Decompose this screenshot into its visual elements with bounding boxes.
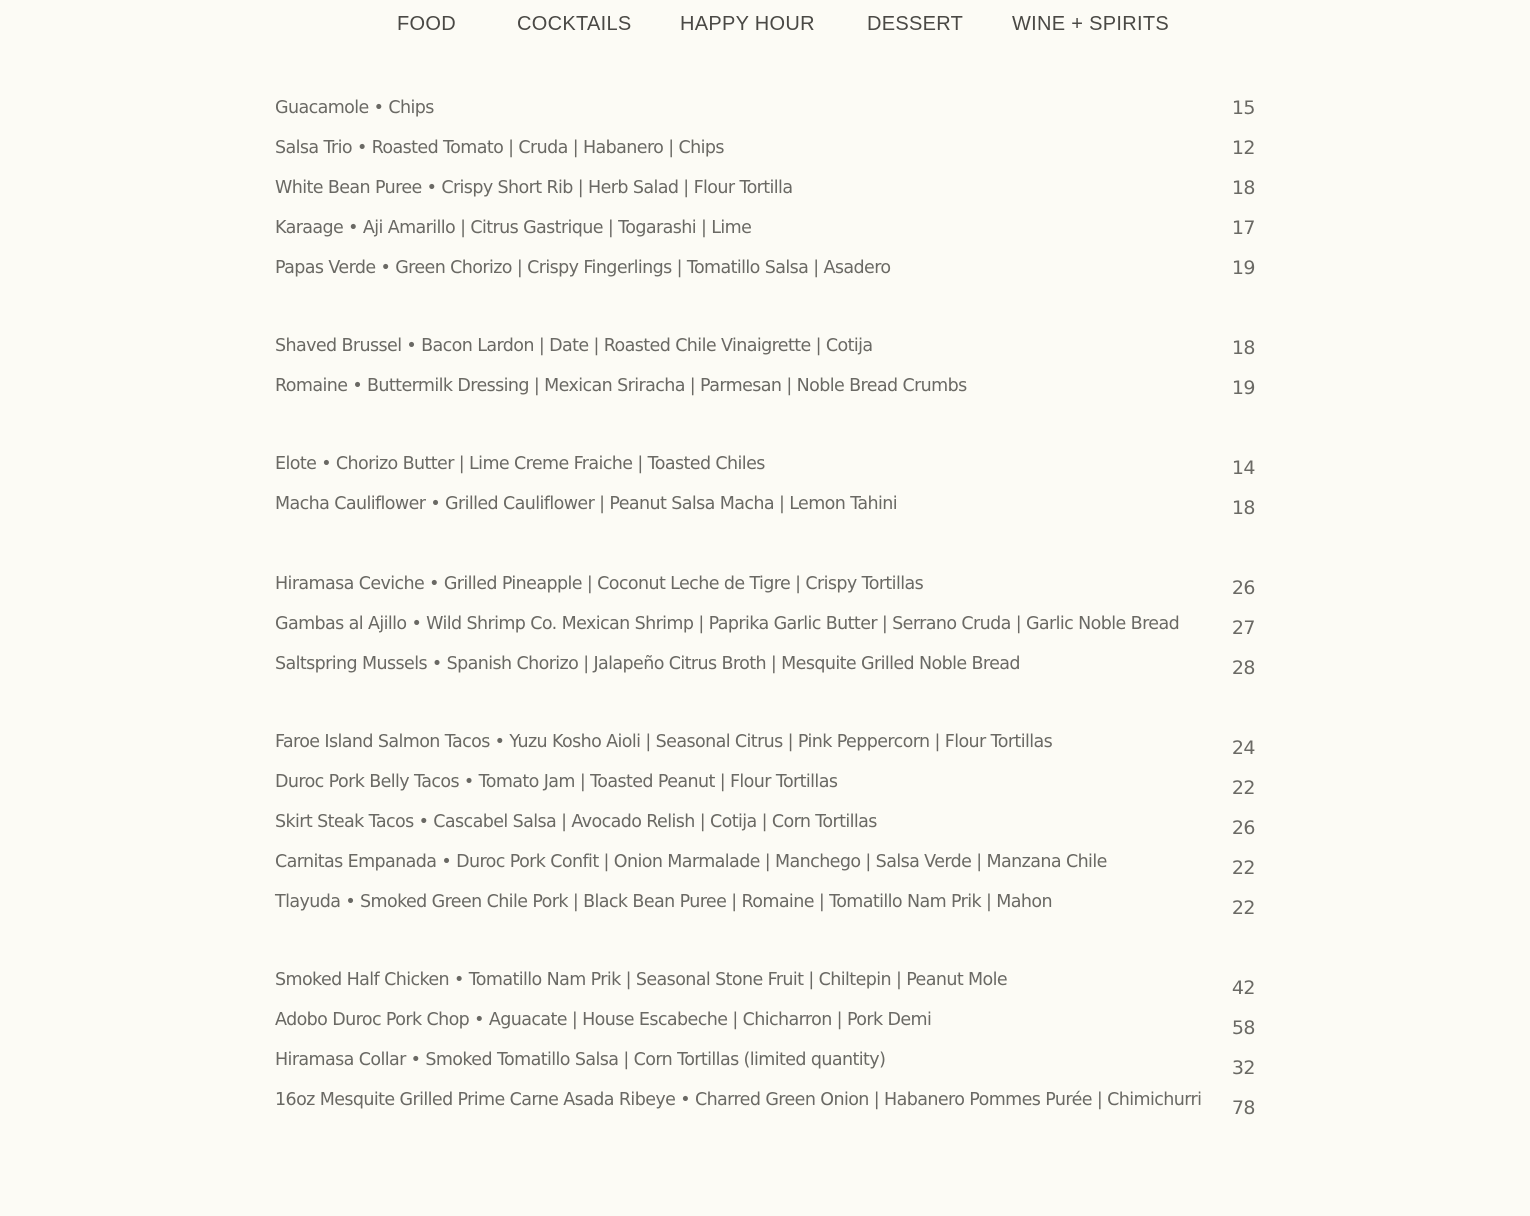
nav-item-food[interactable]: FOOD [397,13,456,35]
menu-item-price: 22 [1231,777,1255,799]
menu-item-price: 18 [1231,177,1255,199]
menu-item [275,968,1255,999]
menu-item-price: 28 [1231,657,1255,679]
menu-item-name: Gambas al Ajillo • Wild Shrimp Co. Mexican Shrimp | Paprika Garlic Butter | Serrano Cruda | Garlic Noble Bread [275,614,1180,634]
menu-item-name: Saltspring Mussels • Spanish Chorizo | Jalapeño Citrus Broth | Mesquite Grilled Noble Bread [275,654,1020,674]
menu-item [275,374,1255,402]
menu-item [275,96,1255,124]
menu-item [275,612,1255,640]
menu-item-name: Duroc Pork Belly Tacos • Tomato Jam | Toasted Peanut | Flour Tortillas [275,772,838,792]
menu-item-price: 18 [1231,337,1255,359]
menu-item-price: 24 [1231,737,1255,759]
menu-item-name: Guacamole • Chips [275,98,434,118]
menu-item-price: 15 [1231,97,1255,119]
menu-item [275,1088,1255,1119]
menu-item-price: 17 [1231,217,1255,239]
menu-item-price: 22 [1231,897,1255,919]
menu-item-name: Adobo Duroc Pork Chop • Aguacate | House Escabeche | Chicharron | Pork Demi [275,1010,932,1030]
menu-item [275,1048,1255,1079]
menu-item-name: Salsa Trio • Roasted Tomato | Cruda | Habanero | Chips [275,138,724,158]
menu-item-name: 16oz Mesquite Grilled Prime Carne Asada Ribeye • Charred Green Onion | Habanero Pommes Purée | Chimichurri [275,1090,1202,1110]
menu-item-price: 14 [1231,457,1255,479]
menu-item-name: Carnitas Empanada • Duroc Pork Confit | Onion Marmalade | Manchego | Salsa Verde | Manzana Chile [275,852,1107,872]
menu-item [275,890,1255,918]
menu-item [275,572,1255,600]
menu-item-name: White Bean Puree • Crispy Short Rib | Herb Salad | Flour Tortilla [275,178,793,198]
menu-item [275,1008,1255,1039]
menu-item-name: Faroe Island Salmon Tacos • Yuzu Kosho Aioli | Seasonal Citrus | Pink Peppercorn | Flour Tortillas [275,732,1053,752]
menu-item-name: Hiramasa Ceviche • Grilled Pineapple | Coconut Leche de Tigre | Crispy Tortillas [275,574,924,594]
nav-item-dessert[interactable]: DESSERT [867,13,964,35]
menu-item [275,730,1255,758]
nav-item-cocktails[interactable]: COCKTAILS [517,13,632,35]
food-menu [275,0,1255,1216]
menu-item-price: 19 [1231,377,1255,399]
menu-item [275,850,1255,878]
menu-item-name: Elote • Chorizo Butter | Lime Creme Fraiche | Toasted Chiles [275,454,765,474]
menu-item-name: Smoked Half Chicken • Tomatillo Nam Prik | Seasonal Stone Fruit | Chiltepin | Peanut Mole [275,970,1008,990]
menu-item-price: 26 [1231,817,1255,839]
menu-item-name: Papas Verde • Green Chorizo | Crispy Fingerlings | Tomatillo Salsa | Asadero [275,258,891,278]
nav-item-wine-spirits[interactable]: WINE + SPIRITS [1012,13,1170,35]
menu-item-price: 12 [1231,137,1255,159]
menu-item [275,770,1255,798]
menu-item-price: 27 [1231,617,1255,639]
menu-item-name: Romaine • Buttermilk Dressing | Mexican Sriracha | Parmesan | Noble Bread Crumbs [275,376,967,396]
menu-item-name: Skirt Steak Tacos • Cascabel Salsa | Avocado Relish | Cotija | Corn Tortillas [275,812,877,832]
menu-item-price: 58 [1231,1017,1255,1039]
menu-item [275,810,1255,838]
menu-item [275,216,1255,244]
menu-item-price: 32 [1231,1057,1255,1079]
menu-item-price: 22 [1231,857,1255,879]
menu-item-price: 19 [1231,257,1255,279]
menu-item-name: Hiramasa Collar • Smoked Tomatillo Salsa | Corn Tortillas (limited quantity) [275,1050,886,1070]
menu-item [275,176,1255,204]
menu-item-price: 26 [1231,577,1255,599]
nav-item-happy-hour[interactable]: HAPPY HOUR [680,13,815,35]
menu-item-name: Tlayuda • Smoked Green Chile Pork | Black Bean Puree | Romaine | Tomatillo Nam Prik | Mahon [275,892,1052,912]
menu-item-price: 78 [1231,1097,1255,1119]
menu-item [275,492,1255,520]
menu-item-name: Macha Cauliflower • Grilled Cauliflower | Peanut Salsa Macha | Lemon Tahini [275,494,898,514]
menu-item [275,136,1255,164]
menu-item [275,652,1255,680]
menu-item-price: 42 [1231,977,1255,999]
menu-item [275,256,1255,284]
menu-item-name: Karaage • Aji Amarillo | Citrus Gastrique | Togarashi | Lime [275,218,752,238]
menu-item [275,334,1255,362]
menu-item-price: 18 [1231,497,1255,519]
menu-item [275,452,1255,480]
menu-item-name: Shaved Brussel • Bacon Lardon | Date | Roasted Chile Vinaigrette | Cotija [275,336,873,356]
